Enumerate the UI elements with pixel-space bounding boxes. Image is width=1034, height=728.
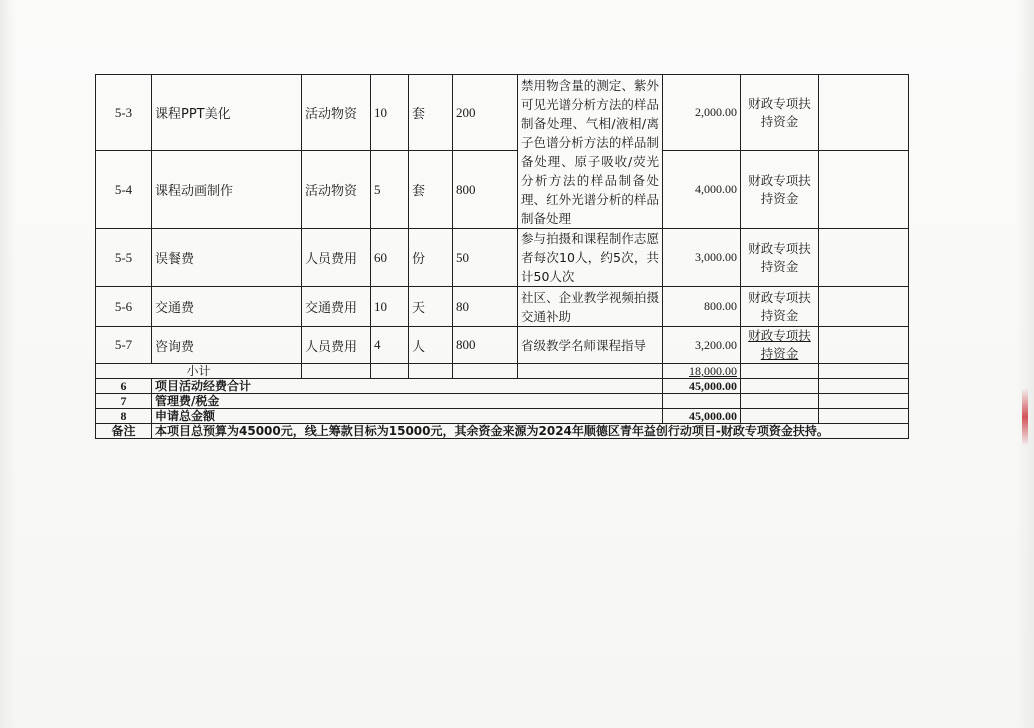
- empty-cell: [819, 287, 909, 327]
- empty-cell: [741, 364, 819, 379]
- summary-number: 6: [96, 379, 152, 394]
- item-unit-price: 800: [453, 151, 518, 229]
- item-category: 人员费用: [302, 229, 371, 287]
- remark-text: 本项目总预算为45000元，线上筹款目标为15000元，其余资金来源为2024年顺德区青年益创行动项目-财政专项资金扶持。: [152, 424, 909, 439]
- funding-source: 财政专项扶持资金: [741, 287, 819, 327]
- item-description: 省级教学名师课程指导: [518, 327, 663, 364]
- item-description: 社区、企业教学视频拍摄交通补助: [518, 287, 663, 327]
- empty-cell: [409, 364, 453, 379]
- item-description-merged: 禁用物含量的测定、紫外可见光谱分析方法的样品制备处理、气相/液相/离子色谱分析方法的样品制备处理、原子吸收/荧光分析方法的样品制备处理、红外光谱分析的样品制备处理: [518, 75, 663, 229]
- item-category: 活动物资: [302, 75, 371, 151]
- item-category: 交通费用: [302, 287, 371, 327]
- funding-source: 财政专项扶持资金: [741, 75, 819, 151]
- item-quantity: 4: [371, 327, 409, 364]
- item-unit-price: 80: [453, 287, 518, 327]
- item-number: 5-6: [96, 287, 152, 327]
- remark-label: 备注: [96, 424, 152, 439]
- item-name: 课程PPT美化: [152, 75, 302, 151]
- item-quantity: 10: [371, 287, 409, 327]
- item-unit-price: 50: [453, 229, 518, 287]
- funding-source: 财政专项扶持资金: [741, 327, 819, 364]
- empty-cell: [518, 364, 663, 379]
- empty-cell: [819, 75, 909, 151]
- item-category: 人员费用: [302, 327, 371, 364]
- item-name: 课程动画制作: [152, 151, 302, 229]
- item-name: 误餐费: [152, 229, 302, 287]
- item-number: 5-3: [96, 75, 152, 151]
- item-name: 咨询费: [152, 327, 302, 364]
- empty-cell: [302, 364, 371, 379]
- item-number: 5-7: [96, 327, 152, 364]
- empty-cell: [819, 364, 909, 379]
- item-unit: 套: [409, 75, 453, 151]
- subtotal-row: [96, 364, 909, 379]
- table-row: [96, 287, 909, 327]
- table-row: [96, 327, 909, 364]
- empty-cell: [741, 409, 819, 424]
- empty-cell: [819, 151, 909, 229]
- funding-source: 财政专项扶持资金: [741, 229, 819, 287]
- summary-row: [96, 409, 909, 424]
- budget-table: [95, 74, 909, 439]
- item-unit-price: 800: [453, 327, 518, 364]
- empty-cell: [819, 327, 909, 364]
- summary-label: 申请总金额: [152, 409, 663, 424]
- item-number: 5-4: [96, 151, 152, 229]
- table-row: [96, 229, 909, 287]
- scan-shadow-right: [1016, 0, 1034, 728]
- empty-cell: [453, 364, 518, 379]
- summary-label: 项目活动经费合计: [152, 379, 663, 394]
- funding-source: 财政专项扶持资金: [741, 151, 819, 229]
- empty-cell: [741, 379, 819, 394]
- summary-row: [96, 394, 909, 409]
- empty-cell: [371, 364, 409, 379]
- item-unit-price: 200: [453, 75, 518, 151]
- remark-row: [96, 424, 909, 439]
- summary-number: 8: [96, 409, 152, 424]
- summary-label: 管理费/税金: [152, 394, 663, 409]
- red-ink-mark: [1022, 388, 1028, 446]
- item-unit: 天: [409, 287, 453, 327]
- summary-amount: [663, 394, 741, 409]
- item-quantity: 10: [371, 75, 409, 151]
- table-row: [96, 75, 909, 151]
- item-name: 交通费: [152, 287, 302, 327]
- item-description: 参与拍摄和课程制作志愿者每次10人，约5次，共计50人次: [518, 229, 663, 287]
- table-row: [96, 151, 909, 229]
- summary-number: 7: [96, 394, 152, 409]
- empty-cell: [819, 229, 909, 287]
- empty-cell: [741, 394, 819, 409]
- item-quantity: 5: [371, 151, 409, 229]
- item-amount: 3,000.00: [663, 229, 741, 287]
- item-amount: 800.00: [663, 287, 741, 327]
- subtotal-label: 小计: [96, 364, 302, 379]
- item-quantity: 60: [371, 229, 409, 287]
- summary-amount: 45,000.00: [663, 379, 741, 394]
- item-number: 5-5: [96, 229, 152, 287]
- empty-cell: [819, 394, 909, 409]
- item-unit: 套: [409, 151, 453, 229]
- item-amount: 2,000.00: [663, 75, 741, 151]
- summary-amount: 45,000.00: [663, 409, 741, 424]
- empty-cell: [819, 409, 909, 424]
- subtotal-amount: 18,000.00: [663, 364, 741, 379]
- item-amount: 4,000.00: [663, 151, 741, 229]
- item-category: 活动物资: [302, 151, 371, 229]
- item-unit: 份: [409, 229, 453, 287]
- empty-cell: [819, 379, 909, 394]
- summary-row: [96, 379, 909, 394]
- item-unit: 人: [409, 327, 453, 364]
- item-amount: 3,200.00: [663, 327, 741, 364]
- scan-shadow-left: [0, 0, 16, 728]
